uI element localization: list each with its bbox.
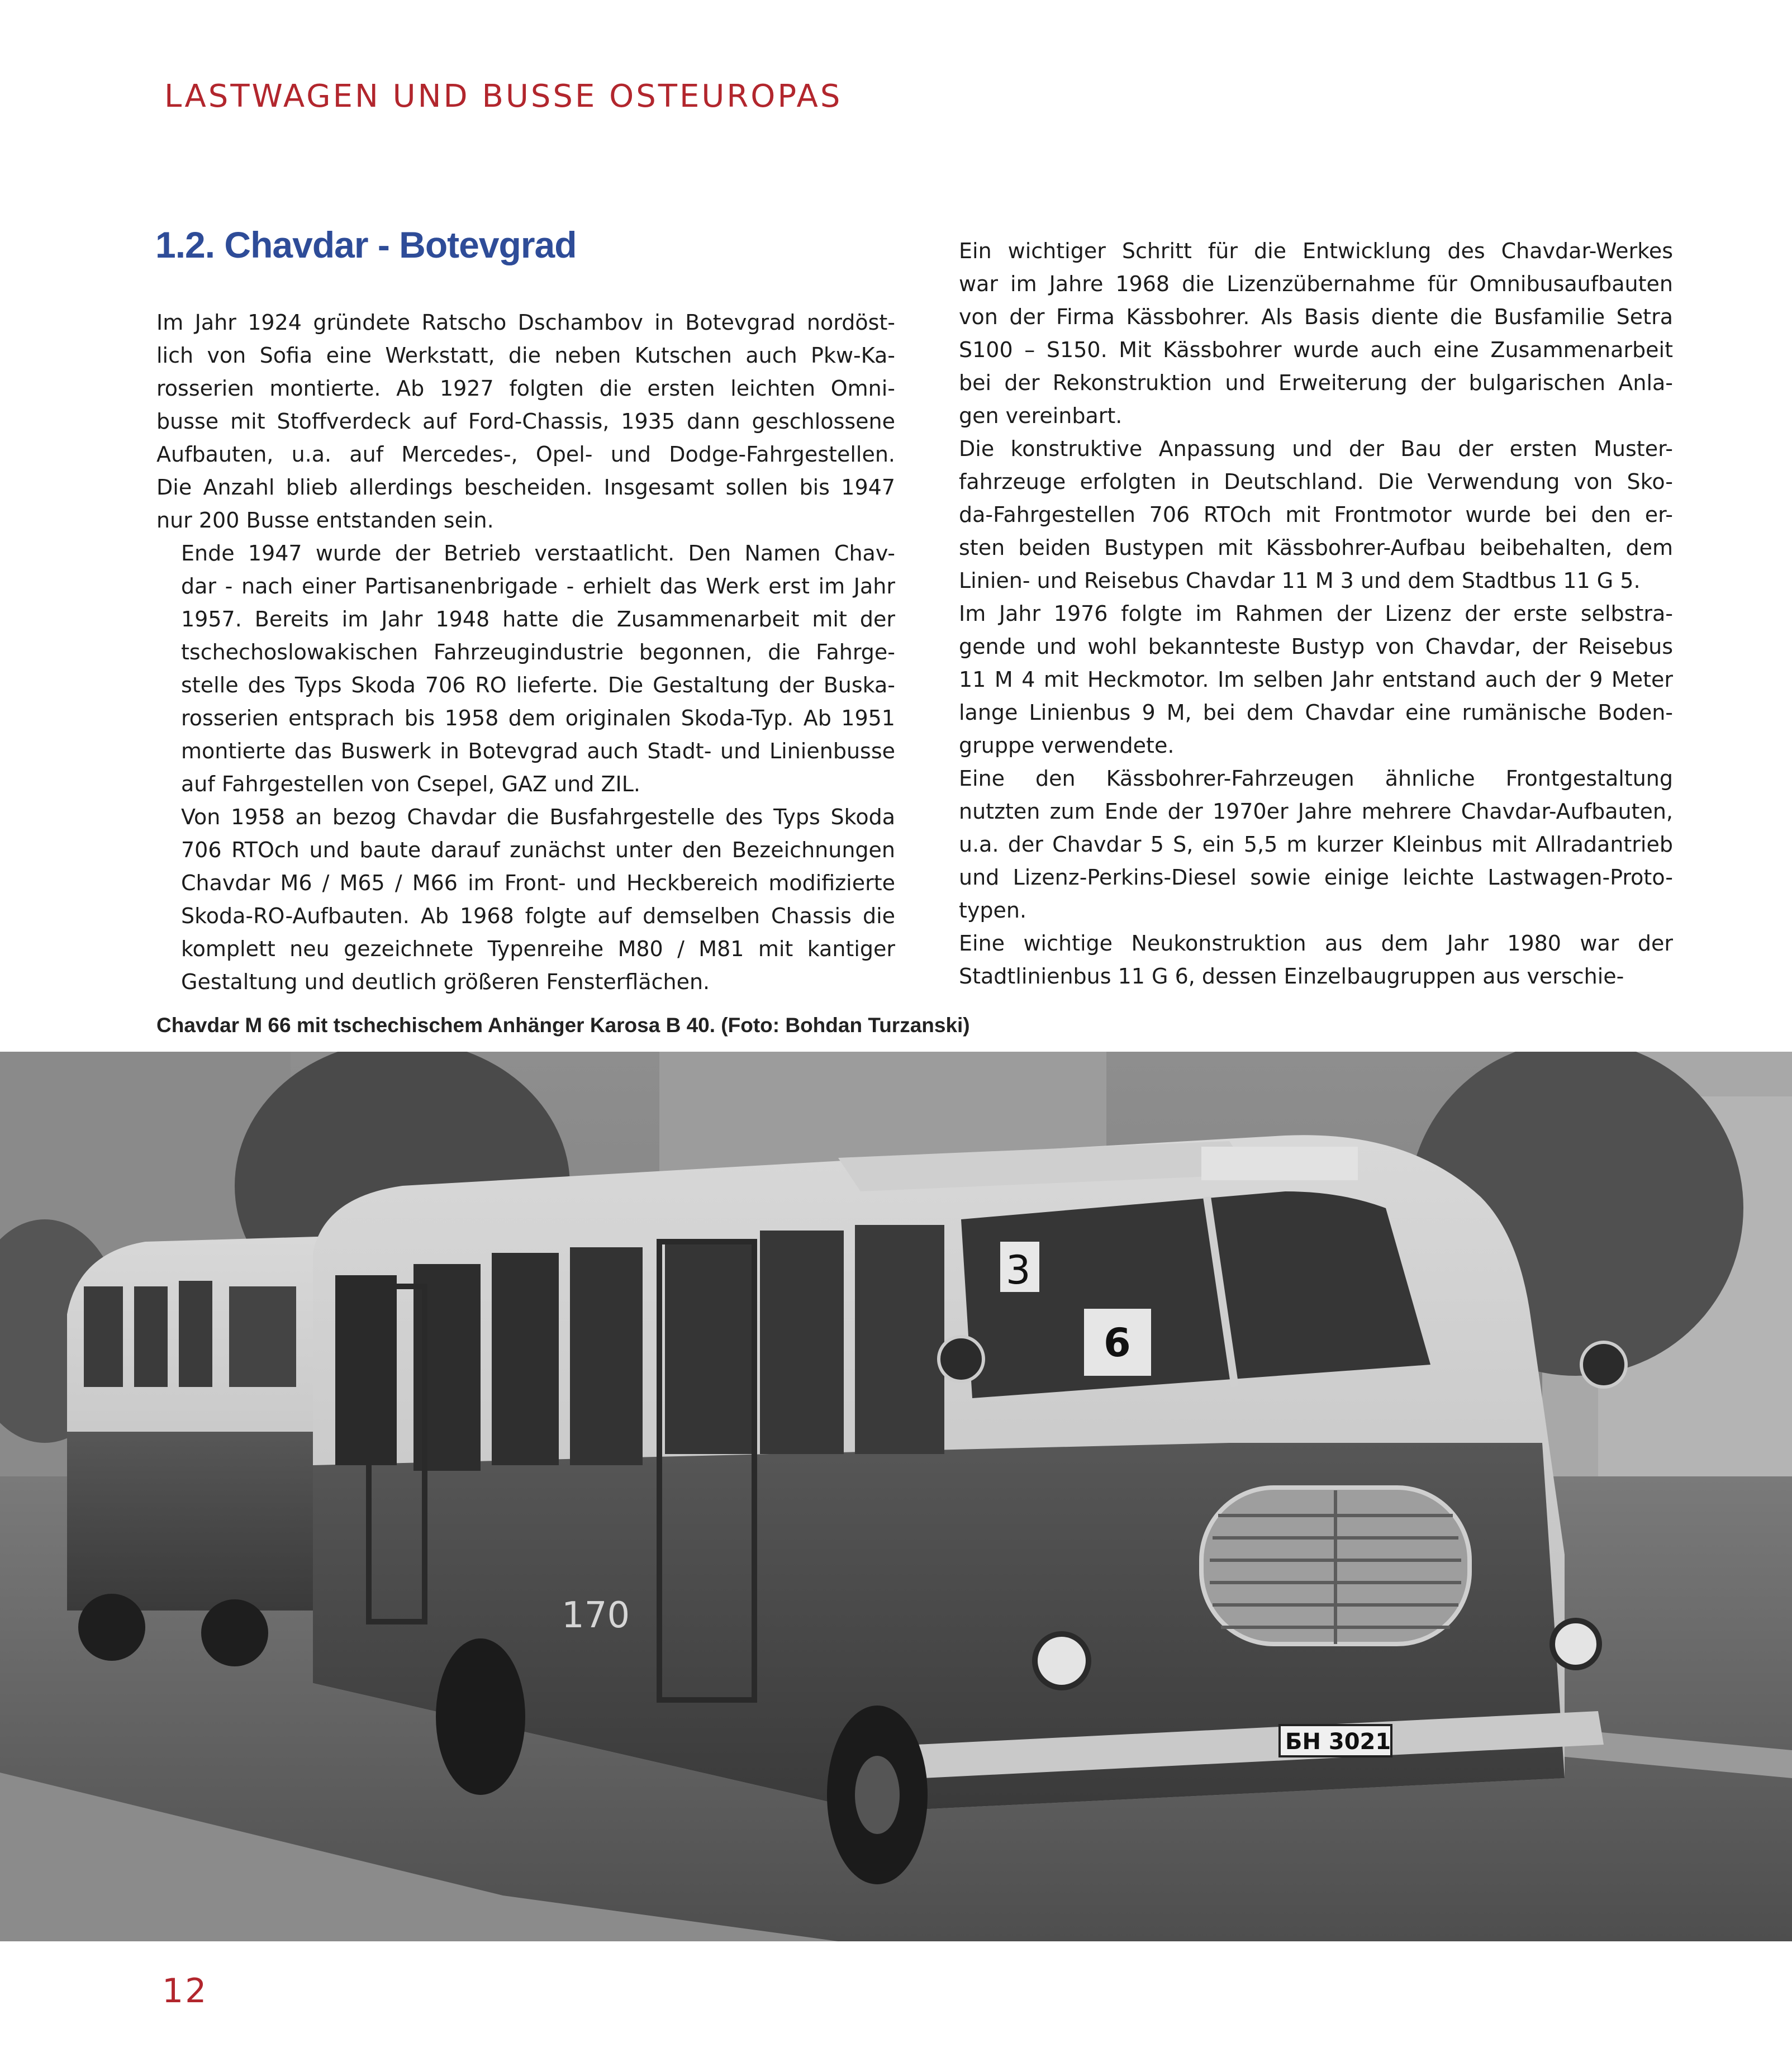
text-line: Die Anzahl blieb allerdings bescheiden. Insgesamt sollen bis 1947 <box>156 475 895 500</box>
paragraph <box>934 597 1673 762</box>
bus-chavdar-m66 <box>313 1135 1626 1884</box>
text-line: 706 RTOch und baute darauf zunächst unter den Bezeichnungen <box>181 838 895 862</box>
text-line: Stadtlinienbus 11 G 6, dessen Einzelbaugruppen aus verschie- <box>959 964 1624 989</box>
text-line: busse mit Stoffverdeck auf Ford-Chassis, 1935 dann geschlossene <box>156 409 895 434</box>
text-line: montierte das Buswerk in Botevgrad auch Stadt- und Linienbusse <box>181 739 895 763</box>
text-line: dar - nach einer Partisanenbrigade - erhielt das Werk erst im Jahr <box>181 574 895 598</box>
text-line: tschechoslowakischen Fahrzeugindustrie begonnen, die Fahrge- <box>181 640 895 664</box>
text-line: Im Jahr 1976 folgte im Rahmen der Lizenz der erste selbstra- <box>959 601 1673 626</box>
text-line: S100 – S150. Mit Kässbohrer wurde auch eine Zusammenarbeit <box>959 338 1673 362</box>
fleet-number: 170 <box>562 1595 630 1636</box>
text-line: gende und wohl bekannteste Bustyp von Chavdar, der Reisebus <box>959 634 1673 659</box>
text-line: komplett neu gezeichnete Typenreihe M80 / M81 mit kantiger <box>181 937 895 961</box>
paragraph <box>156 306 895 537</box>
wheel <box>436 1638 525 1795</box>
text-line: fahrzeuge erfolgten in Deutschland. Die Verwendung von Sko- <box>959 469 1673 494</box>
photo-caption: Chavdar M 66 mit tschechischem Anhänger Karosa B 40. (Foto: Bohdan Turzanski) <box>156 1014 970 1037</box>
paragraph <box>934 927 1673 993</box>
text-line: Ein wichtiger Schritt für die Entwicklung des Chavdar-Werkes <box>959 239 1673 263</box>
paragraph <box>156 801 895 999</box>
text-line: Ende 1947 wurde der Betrieb verstaatlicht. Den Namen Chav- <box>181 541 895 566</box>
text-line: war im Jahre 1968 die Lizenzübernahme für Omnibusaufbauten <box>959 272 1673 296</box>
bus-photograph <box>0 1052 1792 1941</box>
paragraph <box>934 762 1673 927</box>
destination-sign: 3 <box>1006 1247 1031 1293</box>
text-line: Skoda-RO-Aufbauten. Ab 1968 folgte auf demselben Chassis die <box>181 904 895 928</box>
text-line: von der Firma Kässbohrer. Als Basis diente die Busfamilie Setra <box>959 305 1673 329</box>
text-line: da-Fahrgestellen 706 RTOch mit Frontmotor wurde bei den er- <box>959 502 1673 527</box>
page-number: 12 <box>162 1972 208 2011</box>
paragraph <box>156 537 895 801</box>
text-line: lange Linienbus 9 M, bei dem Chavdar eine rumänische Boden- <box>959 700 1673 725</box>
text-line: bei der Rekonstruktion und Erweiterung der bulgarischen Anla- <box>959 370 1673 395</box>
text-line: Linien- und Reisebus Chavdar 11 M 3 und dem Stadtbus 11 G 5. <box>959 568 1641 593</box>
text-line: auf Fahrgestellen von Csepel, GAZ und ZIL. <box>181 772 640 796</box>
section-title: 1.2. Chavdar - Botevgrad <box>155 224 577 265</box>
text-line: Von 1958 an bezog Chavdar die Busfahrgestelle des Typs Skoda <box>181 805 895 829</box>
text-line: nur 200 Busse entstanden sein. <box>156 508 494 533</box>
text-line: Die konstruktive Anpassung und der Bau der ersten Muster- <box>959 436 1673 461</box>
text-line: lich von Sofia eine Werkstatt, die neben Kutschen auch Pkw-Ka- <box>156 343 895 368</box>
text-line: sten beiden Bustypen mit Kässbohrer-Aufbau beibehalten, dem <box>959 535 1673 560</box>
paragraph <box>934 433 1673 597</box>
text-line: stelle des Typs Skoda 706 RO lieferte. Die Gestaltung der Buska- <box>181 673 895 697</box>
right-text-column <box>934 235 1673 993</box>
text-line: nutzten zum Ende der 1970er Jahre mehrere Chavdar-Aufbauten, <box>959 799 1673 824</box>
text-line: und Lizenz-Perkins-Diesel sowie einige leichte Lastwagen-Proto- <box>959 865 1673 890</box>
text-line: Im Jahr 1924 gründete Ratscho Dschambov in Botevgrad nordöst- <box>156 310 895 335</box>
left-text-column <box>156 306 895 999</box>
text-line: gen vereinbart. <box>959 403 1123 428</box>
trailer-karosa-b40 <box>67 1236 335 1666</box>
text-line: u.a. der Chavdar 5 S, ein 5,5 m kurzer Kleinbus mit Allradantrieb <box>959 832 1673 857</box>
text-line: typen. <box>959 898 1027 923</box>
text-line: rosserien montierte. Ab 1927 folgten die ersten leichten Omni- <box>156 376 895 401</box>
route-sign: 6 <box>1104 1320 1131 1366</box>
text-line: gruppe verwendete. <box>959 733 1175 758</box>
license-plate: БН 3021 <box>1285 1729 1391 1755</box>
running-title: LASTWAGEN UND BUSSE OSTEUROPAS <box>164 78 843 115</box>
text-line: Chavdar M6 / M65 / M66 im Front- und Heckbereich modifizierte <box>181 871 895 895</box>
headlight <box>1552 1621 1599 1668</box>
headlight <box>1035 1634 1088 1688</box>
text-line: Eine wichtige Neukonstruktion aus dem Jahr 1980 war der <box>959 931 1673 956</box>
text-line: 11 M 4 mit Heckmotor. Im selben Jahr entstand auch der 9 Meter <box>959 667 1673 692</box>
text-line: rosserien entsprach bis 1958 dem originalen Skoda-Typ. Ab 1951 <box>181 706 895 730</box>
text-line: Aufbauten, u.a. auf Mercedes-, Opel- und Dodge-Fahrgestellen. <box>156 442 895 467</box>
paragraph <box>934 235 1673 433</box>
text-line: Eine den Kässbohrer-Fahrzeugen ähnliche Frontgestaltung <box>959 766 1673 791</box>
text-line: 1957. Bereits im Jahr 1948 hatte die Zusammenarbeit mit der <box>181 607 895 631</box>
text-line: Gestaltung und deutlich größeren Fensterflächen. <box>181 970 710 994</box>
